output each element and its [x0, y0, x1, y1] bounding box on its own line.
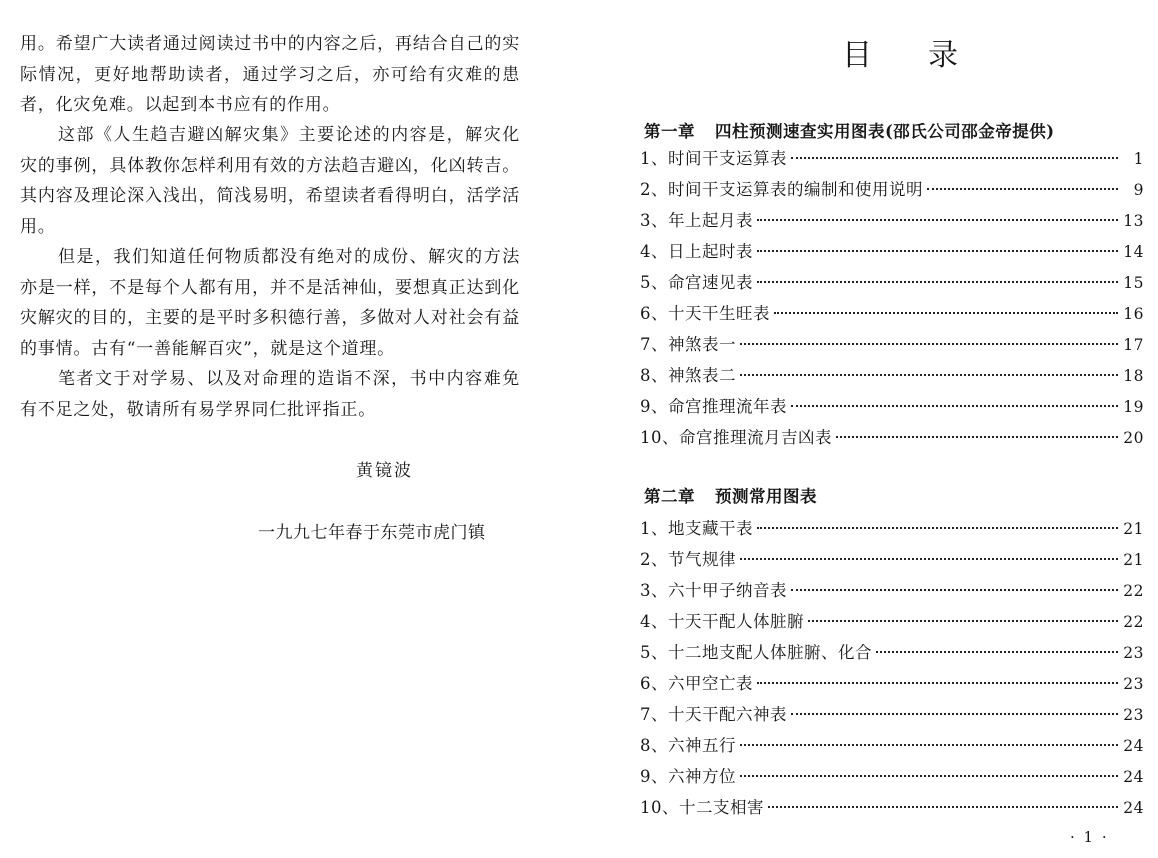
- toc-entry-label: 5、命宫速见表: [640, 273, 753, 292]
- preface-paragraph-4: 笔者文于对学易、以及对命理的造诣不深，书中内容难免有不足之处，敬请所有易学界同仁批评指正。: [20, 369, 520, 420]
- toc-page-number: 24: [1123, 737, 1144, 755]
- toc-page-number: 22: [1123, 582, 1144, 600]
- dot-leader: [740, 775, 1118, 777]
- chapter-2-toc-list: [640, 515, 1144, 825]
- toc-entry-label: 2、时间干支运算表的编制和使用说明: [640, 180, 923, 199]
- toc-entry-label: 7、十天干配六神表: [640, 705, 787, 724]
- toc-entry-label: 6、六甲空亡表: [640, 674, 753, 693]
- toc-entry[interactable]: [640, 608, 1144, 639]
- toc-page-number: 18: [1123, 367, 1144, 385]
- dot-leader: [808, 620, 1118, 622]
- toc-entry[interactable]: [640, 362, 1144, 393]
- toc-entry[interactable]: [640, 145, 1144, 176]
- page-number-footer: · 1 ·: [1070, 828, 1109, 846]
- toc-page-number: 23: [1123, 675, 1144, 693]
- dot-leader: [791, 405, 1118, 407]
- chapter-title: 四柱预测速查实用图表(邵氏公司邵金帝提供): [715, 122, 1055, 141]
- toc-page-number: 13: [1123, 212, 1144, 230]
- dot-leader: [740, 343, 1118, 345]
- toc-page-number: 21: [1123, 520, 1144, 538]
- chapter-heading-1: [644, 118, 1134, 142]
- dot-leader: [768, 806, 1118, 808]
- toc-page-number: 9: [1133, 181, 1144, 199]
- toc-entry-label: 9、命宫推理流年表: [640, 397, 787, 416]
- toc-entry[interactable]: [640, 763, 1144, 794]
- toc-entry[interactable]: [640, 701, 1144, 732]
- toc-entry[interactable]: [640, 639, 1144, 670]
- toc-page-number: 16: [1123, 305, 1144, 323]
- toc-page-number: 15: [1123, 274, 1144, 292]
- preface-paragraph-3: 但是，我们知道任何物质都没有绝对的成份、解灾的方法亦是一样，不是每个人都有用，并不是活神仙，要想真正达到化灾解灾的目的，主要的是平时多积德行善，多做对人对社会有益的事情。古有“一善能解百灾”，就是这个道理。: [20, 247, 520, 359]
- toc-entry[interactable]: [640, 300, 1144, 331]
- left-page: [0, 0, 560, 858]
- toc-page-number: 17: [1123, 336, 1144, 354]
- toc-entry[interactable]: [640, 238, 1144, 269]
- toc-entry-label: 10、命宫推理流月吉凶表: [640, 428, 832, 447]
- toc-entry[interactable]: [640, 176, 1144, 207]
- toc-entry-label: 7、神煞表一: [640, 335, 736, 354]
- chapter-label: 第二章: [644, 487, 695, 506]
- toc-page-number: 22: [1123, 613, 1144, 631]
- toc-entry[interactable]: [640, 670, 1144, 701]
- toc-entry[interactable]: [640, 424, 1144, 455]
- date-place-line: 一九九七年春于东莞市虎门镇: [258, 523, 486, 543]
- toc-page-number: 23: [1123, 706, 1144, 724]
- toc-entry-label: 2、节气规律: [640, 550, 736, 569]
- toc-entry[interactable]: [640, 207, 1144, 238]
- toc-entry-label: 8、六神五行: [640, 736, 736, 755]
- toc-entry[interactable]: [640, 269, 1144, 300]
- dot-leader: [740, 558, 1118, 560]
- toc-entry[interactable]: [640, 577, 1144, 608]
- dot-leader: [774, 312, 1118, 314]
- dot-leader: [740, 374, 1118, 376]
- toc-entry-label: 10、十二支相害: [640, 798, 764, 817]
- toc-entry[interactable]: [640, 546, 1144, 577]
- toc-page-number: 24: [1123, 799, 1144, 817]
- toc-entry[interactable]: [640, 331, 1144, 362]
- toc-entry[interactable]: [640, 794, 1144, 825]
- toc-entry-label: 5、十二地支配人体脏腑、化合: [640, 643, 872, 662]
- dot-leader: [791, 157, 1118, 159]
- dot-leader: [757, 250, 1118, 252]
- toc-entry-label: 1、地支藏干表: [640, 519, 753, 538]
- chapter-label: 第一章: [644, 122, 695, 141]
- toc-entry-label: 3、年上起月表: [640, 211, 753, 230]
- toc-title: 目录: [842, 38, 1014, 73]
- chapter-1-toc-list: [640, 145, 1144, 455]
- dot-leader: [836, 436, 1118, 438]
- dot-leader: [876, 651, 1118, 653]
- dot-leader: [757, 281, 1118, 283]
- toc-page-number: 21: [1123, 551, 1144, 569]
- toc-entry-label: 8、神煞表二: [640, 366, 736, 385]
- dot-leader: [757, 219, 1118, 221]
- toc-entry-label: 6、十天干生旺表: [640, 304, 770, 323]
- toc-entry-label: 9、六神方位: [640, 767, 736, 786]
- toc-entry[interactable]: [640, 515, 1144, 546]
- toc-page-number: 14: [1123, 243, 1144, 261]
- right-page: [600, 0, 1158, 858]
- toc-page-number: 1: [1133, 150, 1144, 168]
- dot-leader: [927, 188, 1118, 190]
- chapter-heading-2: [644, 483, 1134, 507]
- dot-leader: [740, 744, 1118, 746]
- toc-entry[interactable]: [640, 393, 1144, 424]
- toc-page-number: 20: [1123, 429, 1144, 447]
- author-signature: 黄镜波: [356, 461, 413, 481]
- toc-page-number: 19: [1123, 398, 1144, 416]
- toc-entry-label: 1、时间干支运算表: [640, 149, 787, 168]
- dot-leader: [757, 682, 1118, 684]
- toc-page-number: 23: [1123, 644, 1144, 662]
- toc-entry-label: 4、日上起时表: [640, 242, 753, 261]
- preface-paragraph-1: 用。希望广大读者通过阅读过书中的内容之后，再结合自己的实际情况，更好地帮助读者，通过学习之后，亦可给有灾难的患者，化灾免难。以起到本书应有的作用。: [20, 34, 520, 115]
- dot-leader: [757, 527, 1118, 529]
- toc-entry-label: 3、六十甲子纳音表: [640, 581, 787, 600]
- chapter-title: 预测常用图表: [715, 487, 817, 506]
- toc-entry-label: 4、十天干配人体脏腑: [640, 612, 804, 631]
- dot-leader: [791, 713, 1118, 715]
- toc-entry[interactable]: [640, 732, 1144, 763]
- dot-leader: [791, 589, 1118, 591]
- toc-page-number: 24: [1123, 768, 1144, 786]
- preface-paragraph-2: 这部《人生趋吉避凶解灾集》主要论述的内容是，解灾化灾的事例，具体教你怎样利用有效的方法趋吉避凶，化凶转吉。其内容及理论深入浅出，简浅易明，希望读者看得明白，活学活用。: [20, 125, 520, 237]
